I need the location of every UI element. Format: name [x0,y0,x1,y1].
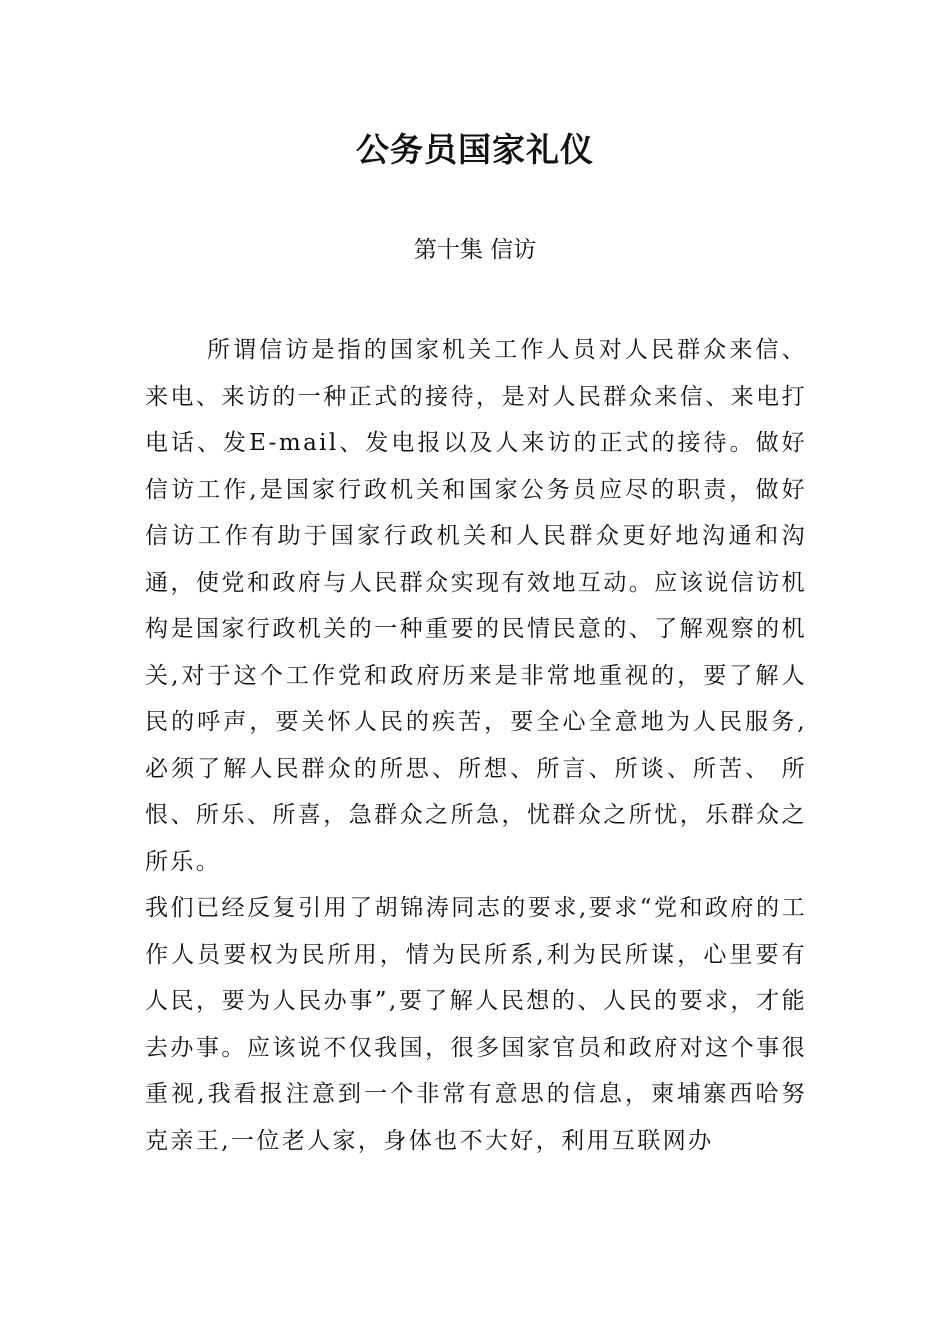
document-subtitle: 第十集 信访 [413,237,537,263]
document-body [145,327,807,1164]
document-title: 公务员国家礼仪 [356,130,594,169]
paragraph: 我们已经反复引用了胡锦涛同志的要求,要求“党和政府的工作人员要权为民所用，情为民所系,利为民所谋，心里要有人民，要为人民办事”,要了解人民想的、人民的要求，才能去办事。应该说不仅我国，很多国家官员和政府对这个事很重视,我看报注意到一个非常有意思的信息，柬埔寨西哈努克亲王,一位老人家，身体也不大好，利用互联网办 [145,895,807,1154]
paragraph: 所谓信访是指的国家机关工作人员对人民群众来信、来电、来访的一种正式的接待，是对人民群众来信、来电打电话、发E-mail、发电报以及人来访的正式的接待。做好信访工作,是国家行政机关和国家公务员应尽的职责，做好信访工作有助于国家行政机关和人民群众更好地沟通和沟通，使党和政府与人民群众实现有效地互动。应该说信访机构是国家行政机关的一种重要的民情民意的、了解观察的机关,对于这个工作党和政府历来是非常地重视的，要了解人民的呼声，要关怀人民的疾苦，要全心全意地为人民服务,必须了解人民群众的所思、所想、所言、所谈、所苦、 所恨、所乐、所喜，急群众之所急，忧群众之所忧，乐群众之所乐。 [145,337,807,875]
